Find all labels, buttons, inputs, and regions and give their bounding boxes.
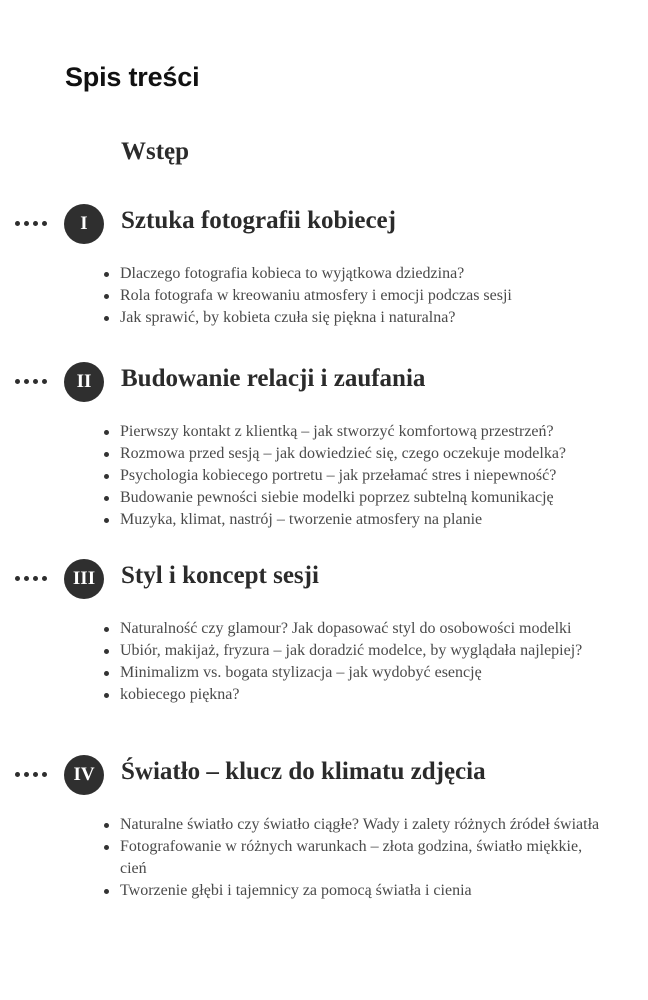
- chapter-2-header: [0, 362, 648, 402]
- list-item: Fotografowanie w różnych warunkach – złota godzina, światło miękkie, cień: [120, 836, 608, 880]
- dots-icon: [15, 379, 49, 385]
- chapter-1-topics: [0, 263, 648, 329]
- list-item: Psychologia kobiecego portretu – jak przełamać stres i niepewność?: [120, 465, 608, 487]
- dots-icon: [15, 772, 49, 778]
- list-item: Naturalne światło czy światło ciągłe? Wady i zalety różnych źródeł światła: [120, 814, 608, 836]
- list-item: kobiecego piękna?: [120, 684, 608, 706]
- list-item: Tworzenie głębi i tajemnicy za pomocą światła i cienia: [120, 880, 608, 902]
- chapter-4-topics: [0, 814, 648, 902]
- list-item: Naturalność czy glamour? Jak dopasować styl do osobowości modelki: [120, 618, 608, 640]
- chapter-3-topics: [0, 618, 648, 706]
- page-title: Spis treści: [65, 62, 200, 92]
- list-item: Pierwszy kontakt z klientką – jak stworzyć komfortową przestrzeń?: [120, 421, 608, 443]
- chapter-title[interactable]: Sztuka fotografii kobiecej: [121, 207, 396, 234]
- list-item: Rozmowa przed sesją – jak dowiedzieć się, czego oczekuje modelka?: [120, 443, 608, 465]
- chapter-title[interactable]: Budowanie relacji i zaufania: [121, 365, 426, 392]
- chapter-number-badge: II: [64, 362, 104, 402]
- chapter-3: [0, 559, 648, 706]
- chapter-2: [0, 362, 648, 531]
- chapter-number-badge: I: [64, 204, 104, 244]
- list-item: Rola fotografa w kreowaniu atmosfery i emocji podczas sesji: [120, 285, 608, 307]
- chapter-title[interactable]: Światło – klucz do klimatu zdjęcia: [121, 758, 486, 785]
- list-item: Budowanie pewności siebie modelki poprzez subtelną komunikację: [120, 487, 608, 509]
- list-item: Dlaczego fotografia kobieca to wyjątkowa dziedzina?: [120, 263, 608, 285]
- list-item: Ubiór, makijaż, fryzura – jak doradzić modelce, by wyglądała najlepiej?: [120, 640, 608, 662]
- intro-heading[interactable]: Wstęp: [121, 138, 190, 165]
- list-item: Muzyka, klimat, nastrój – tworzenie atmosfery na planie: [120, 509, 608, 531]
- chapter-3-header: [0, 559, 648, 599]
- chapter-1-header: [0, 204, 648, 244]
- chapter-1: [0, 204, 648, 329]
- list-item: Jak sprawić, by kobieta czuła się piękna i naturalna?: [120, 307, 608, 329]
- chapter-title[interactable]: Styl i koncept sesji: [121, 562, 319, 589]
- chapter-2-topics: [0, 421, 648, 531]
- chapter-number-badge: IV: [64, 755, 104, 795]
- dots-icon: [15, 221, 49, 227]
- dots-icon: [15, 576, 49, 582]
- chapter-4-header: [0, 755, 648, 795]
- list-item: Minimalizm vs. bogata stylizacja – jak wydobyć esencję: [120, 662, 608, 684]
- chapter-4: [0, 755, 648, 902]
- chapter-number-badge: III: [64, 559, 104, 599]
